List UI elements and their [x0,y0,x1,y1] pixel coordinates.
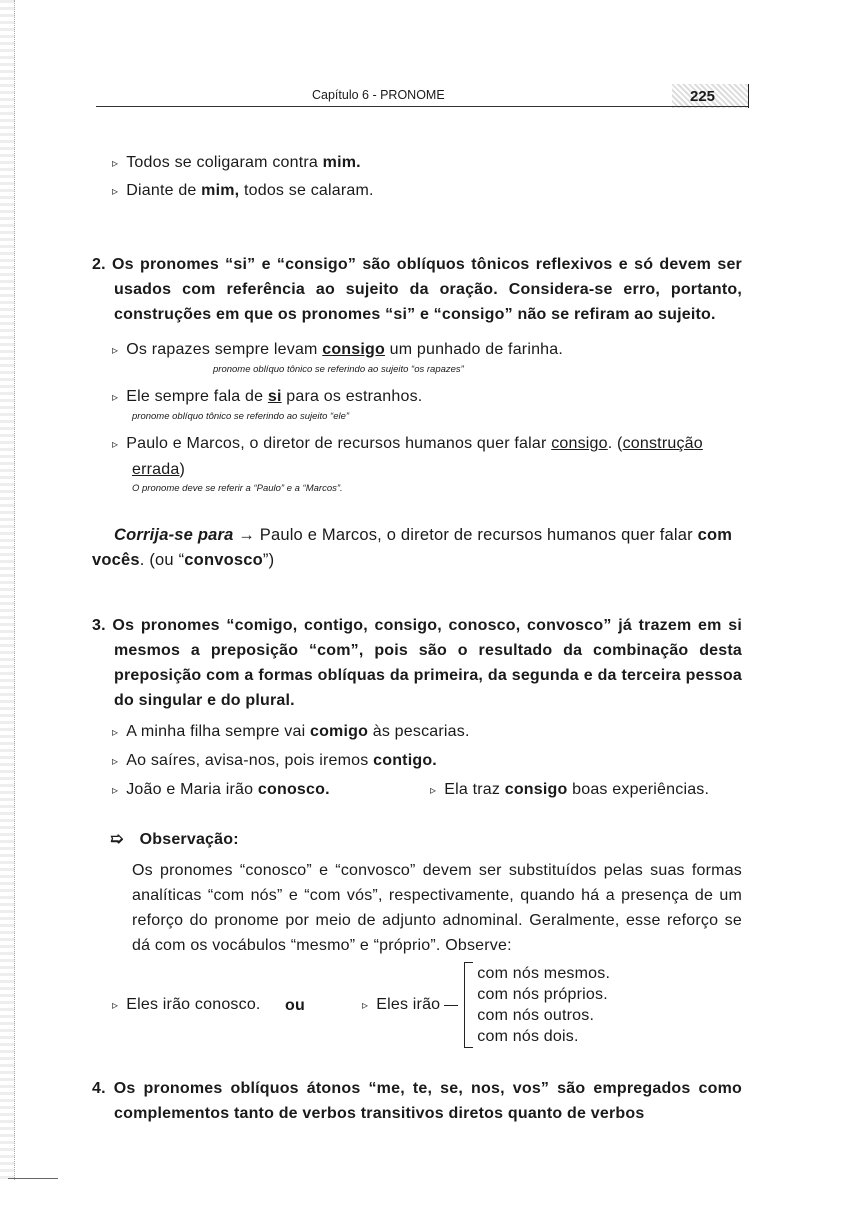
arrow-bullet-icon: ▹ [362,998,369,1012]
observation-title [92,827,742,852]
comparison-left [112,992,285,1018]
item-text: Os pronomes “comigo, contigo, consigo, conosco, convosco” já trazem em si mesmos a preposição “com”, pois são o resultado da combinação desta preposição com a formas oblíquas da primeira, da segunda e da terceira pessoa do singular e do plural. [112,617,742,709]
comparison [92,962,742,1048]
example [430,777,709,803]
top-bullet [92,150,742,176]
arrow-bullet-icon: ▹ [112,390,119,404]
text-segment: um punhado de farinha. [384,341,564,358]
example-row [92,777,742,803]
bracket-connector [444,1005,458,1006]
option: com nós mesmos. [477,965,611,982]
observation-text: Os pronomes “conosco” e “convosco” devem ser substituídos pelas suas formas analíticas “com nós” e “com vós”, respectivamente, quando há a presença de um reforço do pronome por meio de adjunto adnominal. Geralmente, esse reforço se dá com os vocábulos “mesmo” e “próprio”. Observe: [132,862,742,954]
text-segment: Paulo e Marcos, o diretor de recursos humanos quer falar [126,435,552,452]
text-segment: Todos se coligaram contra [126,154,323,171]
option: com nós dois. [477,1028,579,1045]
item-4 [92,1076,742,1126]
emphasized-text: consigo [551,435,608,452]
emphasized-text: com vocês [92,526,733,569]
option: com nós outros. [477,1007,595,1024]
arrow-bullet-icon: ▹ [112,437,119,451]
text-segment: → Paulo e Marcos, o diretor de recursos humanos quer falar [233,526,698,544]
arrow-bullet-icon: ▹ [112,754,119,768]
arrow-bullet-icon: ▹ [112,184,119,198]
text-segment: ) [179,461,185,478]
example [112,777,430,803]
comparison-or: ou [285,996,305,1014]
bracket [464,962,473,1048]
item-text: Os pronomes “si” e “consigo” são oblíquos tônicos reflexivos e só devem ser usados com referência ao sujeito da oração. Considera-se erro, portanto, construções em que os pronomes “si” e “consigo” não se refiram ao sujeito. [112,256,742,323]
item-3 [92,613,742,713]
text-segment: João e Maria irão [126,781,258,798]
text-segment: para os estranhos. [281,388,423,405]
comparison-right [362,992,440,1018]
text-segment: boas experiências. [567,781,710,798]
arrow-bullet-icon: ▹ [112,343,119,357]
comparison-left-text: Eles irão conosco. [126,996,261,1013]
observation-label: Observação: [139,831,239,848]
example [92,748,742,774]
example-note: pronome oblíquo tônico se referindo ao sujeito “os rapazes” [213,364,464,375]
text-segment: às pescarias. [368,723,470,740]
emphasized-text: si [267,388,282,405]
emphasized-text: convosco [184,551,263,569]
text-segment: Os rapazes sempre levam [126,341,323,358]
arrow-bullet-icon: ▹ [112,783,119,797]
item-text: Os pronomes oblíquos átonos “me, te, se, nos, vos” são empregados como complementos tanto de verbos transitivos diretos quanto de verbos [113,1080,742,1122]
text-segment: . (ou “ [139,551,185,569]
correction [92,523,742,573]
emphasized-text: consigo [504,781,568,798]
emphasized-text: mim. [322,154,361,171]
emphasized-text: mim, [201,182,240,199]
arrow-bullet-icon: ▹ [112,725,119,739]
emphasized-text: Corrija-se para [114,526,234,544]
emphasized-text: consigo [322,341,385,358]
page-number: 225 [690,88,716,105]
comparison-right-text: Eles irão [376,996,441,1013]
example [92,337,742,363]
example [92,719,742,745]
option: com nós próprios. [477,986,608,1003]
example-note: pronome oblíquo tônico se referindo ao sujeito “ele” [132,411,350,422]
arrow-bullet-icon: ▹ [430,783,437,797]
text-segment: Ele sempre fala de [126,388,268,405]
item-number: 2. [92,256,106,273]
text-segment: ”) [262,551,275,569]
text-segment: . ( [607,435,623,452]
arrow-bullet-icon: ▹ [112,156,119,170]
item-2 [92,252,742,327]
scan-edge-line [8,1178,58,1179]
example [92,384,742,410]
emphasized-text: comigo [309,723,369,740]
text-segment: Ao saíres, avisa-nos, pois iremos [126,752,374,769]
arrow-bullet-icon: ▹ [112,998,119,1012]
text-segment: A minha filha sempre vai [126,723,310,740]
item-number: 4. [92,1080,106,1097]
example [92,431,742,482]
scan-edge [0,0,15,1180]
item-number: 3. [92,617,106,634]
pointing-arrow-icon: ➯ [110,831,124,848]
top-bullet [92,178,742,204]
comparison-options [477,963,610,1047]
emphasized-text: construção errada [132,435,703,478]
header-rule [96,106,748,107]
text-segment: todos se calaram. [239,182,374,199]
text-segment: Ela traz [444,781,505,798]
emphasized-text: conosco. [257,781,330,798]
chapter-header: Capítulo 6 - PRONOME [312,88,445,102]
page-body [92,150,742,1126]
emphasized-text: contigo. [373,752,437,769]
text-segment: Diante de [126,182,202,199]
example-note: O pronome deve se referir a “Paulo” e a “Marcos”. [132,483,343,494]
